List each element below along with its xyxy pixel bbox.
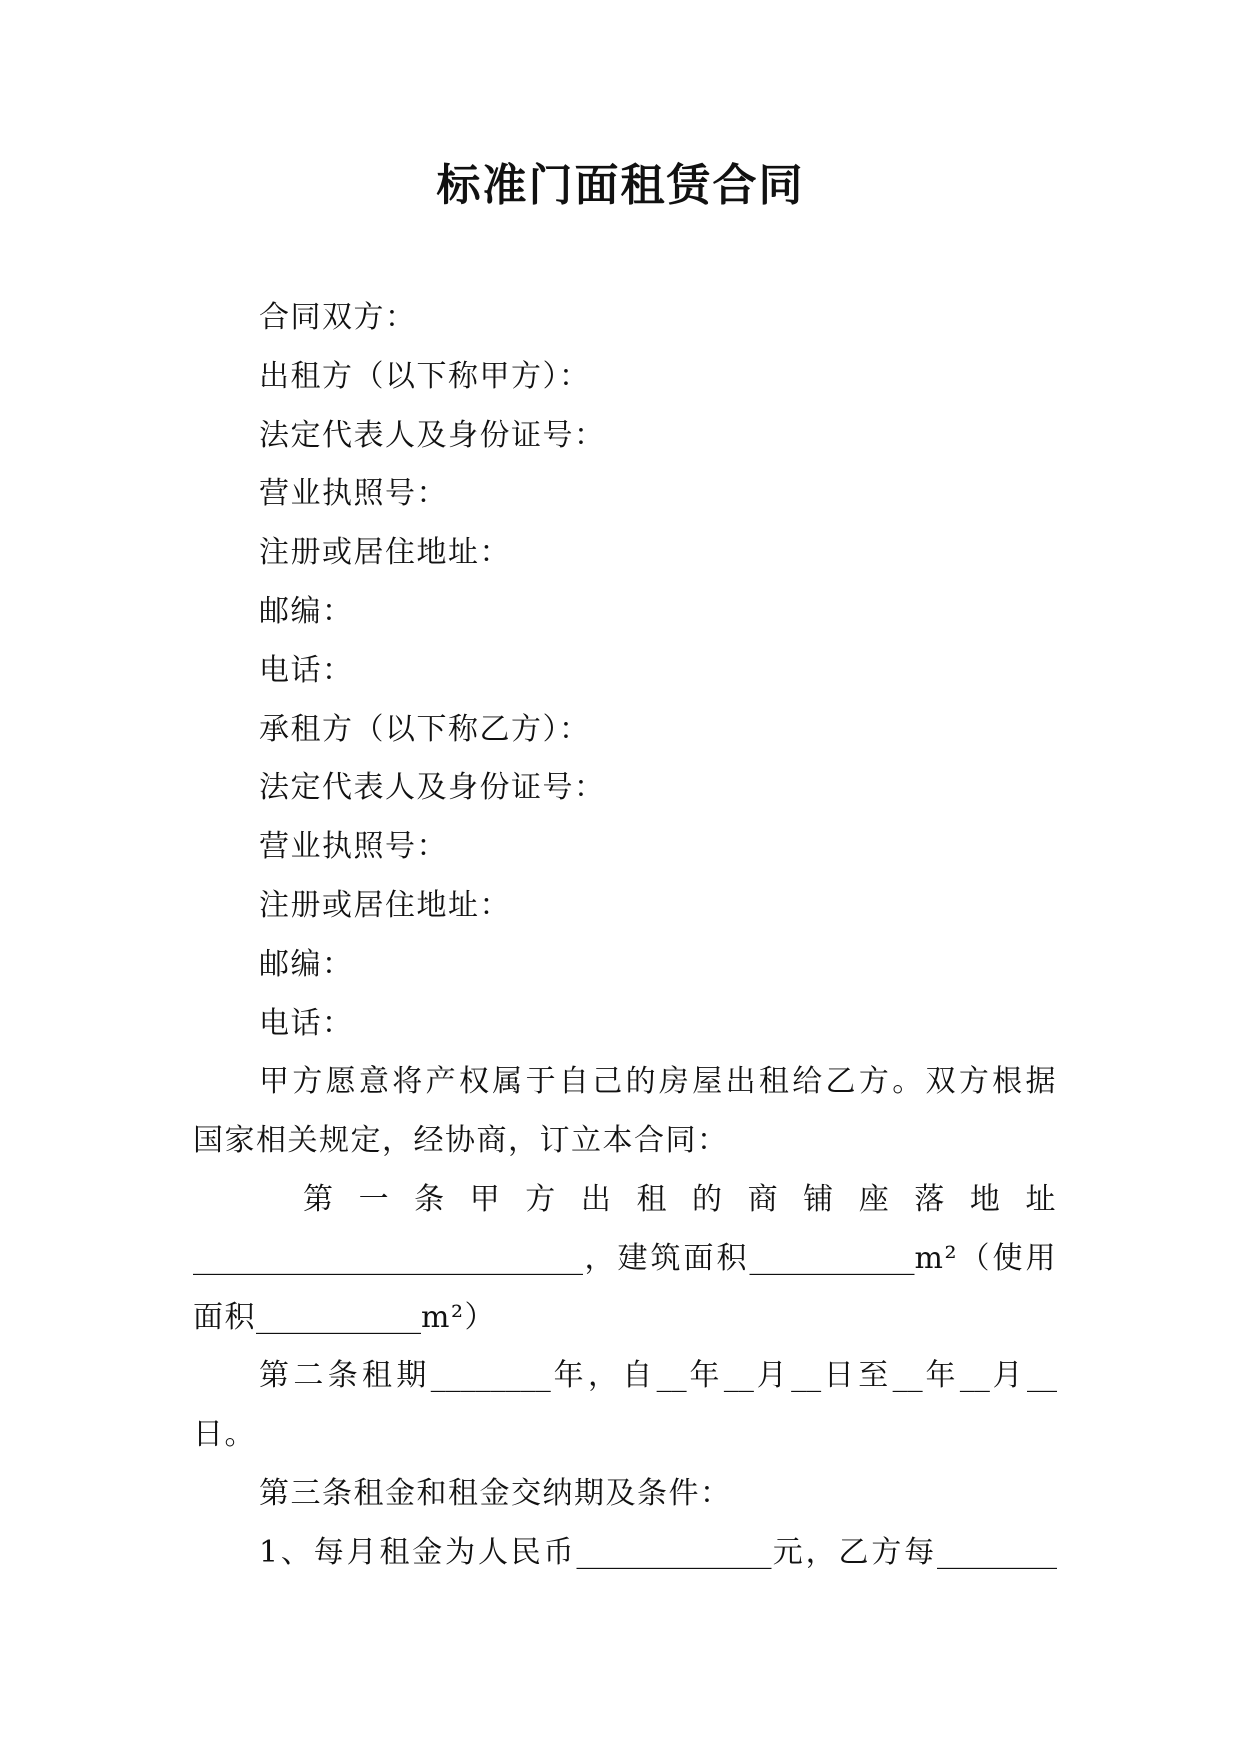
blank-field: ________ — [430, 1358, 551, 1394]
contract-body — [193, 289, 1057, 1583]
document-title: 标准门面租赁合同 — [436, 160, 805, 211]
lessor-phone-field: 电话： — [259, 652, 354, 688]
lessee-postcode-field: 邮编： — [259, 946, 354, 982]
blank-field: ___________ — [256, 1299, 421, 1335]
blank-field: __ — [959, 1358, 990, 1394]
lessor-representative-field: 法定代表人及身份证号： — [259, 417, 606, 453]
lessor-address-field: 注册或居住地址： — [259, 535, 511, 571]
article-1-line: 第一条甲方出租的商铺座落地址 — [303, 1181, 1057, 1217]
lessee-license-field: 营业执照号： — [259, 829, 448, 865]
blank-field: __ — [892, 1358, 923, 1394]
parties-section — [193, 289, 1057, 1053]
blank-field: __________________________ — [193, 1240, 583, 1276]
lessee-phone-field: 电话： — [259, 1005, 354, 1041]
article-2-line: 日。 — [193, 1417, 256, 1453]
lessee-label: 承租方（以下称乙方）： — [259, 711, 591, 747]
blank-field: __ — [1027, 1358, 1057, 1394]
lessee-representative-field: 法定代表人及身份证号： — [259, 770, 606, 806]
parties-heading: 合同双方： — [259, 300, 417, 335]
lessor-postcode-field: 邮编： — [259, 593, 354, 629]
article-3-item-1: 1、每月租金为人民币_____________元，乙方每________ — [259, 1534, 1057, 1570]
article-3-heading: 第三条租金和租金交纳期及条件： — [259, 1475, 732, 1511]
lessor-label: 出租方（以下称甲方）： — [259, 358, 591, 394]
article-3 — [193, 1465, 1057, 1583]
article-2 — [193, 1347, 1057, 1465]
blank-field: __ — [723, 1358, 754, 1394]
blank-field: __ — [656, 1358, 687, 1394]
blank-field: ________ — [937, 1534, 1057, 1570]
blank-field: _____________ — [576, 1534, 772, 1570]
article-1 — [193, 1171, 1057, 1347]
preamble-paragraph — [193, 1053, 1057, 1171]
lessor-section — [193, 348, 1057, 701]
preamble-line: 国家相关规定，经协商，订立本合同： — [193, 1123, 729, 1159]
lessee-address-field: 注册或居住地址： — [259, 887, 511, 923]
preamble-line: 甲方愿意将产权属于自己的房屋出租给乙方。双方根据 — [259, 1064, 1057, 1100]
lessee-section — [193, 701, 1057, 1054]
blank-field: ___________ — [749, 1240, 915, 1276]
article-1-line: __________________________，建筑面积___________m²（使用 — [193, 1240, 1057, 1276]
article-2-line: 第二条租期________年，自__年__月__日至__年__月__ — [259, 1358, 1057, 1394]
blank-field: __ — [791, 1358, 822, 1394]
lessor-license-field: 营业执照号： — [259, 476, 448, 512]
article-1-line: 面积___________m²） — [193, 1299, 496, 1335]
